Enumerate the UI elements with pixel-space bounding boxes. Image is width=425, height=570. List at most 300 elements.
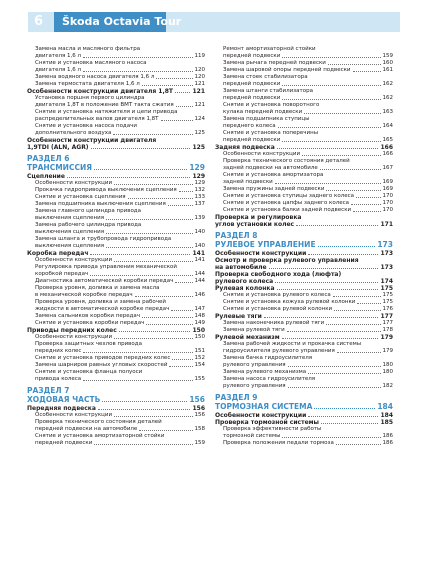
section-number: РАЗДЕЛ 8 (215, 231, 258, 240)
toc-entry (215, 186, 393, 193)
entry-page-number: 155 (194, 376, 205, 382)
toc-entry (27, 215, 205, 222)
section-page-number: 173 (377, 240, 393, 249)
toc-heading-entry (215, 419, 393, 426)
entry-text: Коробка передач (27, 250, 89, 257)
toc-entry (27, 229, 205, 236)
dot-leader (328, 64, 381, 65)
page-header (0, 0, 425, 44)
entry-text: Снятие и установка цапфы заднего колеса (223, 200, 350, 206)
section-number: РАЗДЕЛ 7 (27, 386, 70, 395)
entry-text: двигателя 1,6 л (35, 53, 82, 59)
entry-page-number: 164 (382, 123, 393, 129)
entry-text: выключения сцепления (35, 215, 105, 221)
entry-text: Диагностика автоматической коробки передач (35, 278, 174, 284)
entry-page-number: 125 (192, 144, 205, 151)
toc-entry (27, 313, 205, 320)
entry-page-number: 159 (194, 440, 205, 446)
section-number: РАЗДЕЛ 6 (27, 154, 70, 163)
toc-heading-entry (27, 327, 205, 334)
dot-leader (353, 71, 381, 72)
toc-entry-line: Проверка технического состояния деталей (35, 419, 162, 425)
entry-text: Замена рычага передней подвески (223, 60, 326, 66)
dot-leader (106, 247, 192, 248)
entry-page-number: 166 (382, 151, 393, 157)
toc-entry (27, 194, 205, 201)
entry-text: Передняя подвеска (27, 405, 96, 412)
toc-entry-line: Замена масла и масляного фильтра (35, 46, 141, 52)
section-title-text: РУЛЕВОЕ УПРАВЛЕНИЕ (215, 240, 316, 249)
dot-leader (94, 444, 192, 445)
entry-page-number: 160 (382, 60, 393, 66)
dot-leader (326, 190, 380, 191)
toc-heading-line: Проверка и регулировка (215, 214, 302, 221)
toc-entry-line: Ремонт амортизаторной стойки (223, 46, 316, 52)
entry-text: Прокачка гидропривода выключения сцепления (35, 187, 177, 193)
toc-heading-entry (27, 250, 205, 257)
toc-entry (27, 292, 205, 299)
toc-entry-line: Замена шланга и трубопровода гидропривода (35, 236, 172, 242)
toc-entry (215, 292, 393, 299)
toc-entry-line: Замена насоса гидроусилителя (223, 376, 316, 382)
dot-leader (278, 127, 381, 128)
entry-text: Снятие и установка коробки передач (35, 320, 145, 326)
toc-entry (215, 362, 393, 369)
dot-leader (114, 338, 192, 339)
entry-text: Особенности конструкции (223, 151, 301, 157)
section-title-text: ХОДОВАЯ ЧАСТЬ (27, 395, 101, 404)
toc-heading-entry (215, 264, 393, 271)
dot-leader (114, 184, 192, 185)
toc-entry (215, 165, 393, 172)
toc-entry (215, 179, 393, 186)
toc-entry (215, 369, 393, 376)
entry-page-number: 150 (194, 334, 205, 340)
dot-leader (90, 254, 190, 255)
section-title-text: ТРАНСМИССИЯ (27, 163, 92, 172)
entry-text: гидроусилителя рулевого управления (223, 348, 335, 354)
entry-page-number: 163 (382, 109, 393, 115)
entry-text: двигателя 1,6 л (35, 67, 82, 73)
dot-leader (176, 106, 193, 107)
entry-text: Приводы передних колес (27, 327, 117, 334)
toc-entry (215, 53, 393, 60)
section-page-number: 184 (377, 402, 393, 411)
dot-leader (304, 113, 380, 114)
entry-text: кулака передней подвески (223, 109, 303, 115)
dot-leader (318, 246, 376, 247)
toc-entry (27, 67, 205, 74)
toc-entry (215, 109, 393, 116)
toc-entry (27, 334, 205, 341)
toc-entry (27, 320, 205, 327)
dot-leader (357, 303, 380, 304)
entry-text: выключения сцепления (35, 229, 105, 235)
toc-entry-line: Снятие и установка фланца полуоси (35, 369, 143, 375)
entry-text: Снятие и установка приводов передних колес (35, 355, 171, 361)
entry-text: Задняя подвеска (215, 144, 275, 151)
dot-leader (171, 310, 192, 311)
toc-heading-entry (215, 278, 393, 285)
toc-entry (27, 362, 205, 369)
dot-leader (102, 401, 187, 402)
entry-text: Особенности конструкции (215, 412, 307, 419)
entry-text: задней подвески (223, 179, 273, 185)
toc-heading-entry (215, 144, 393, 151)
toc-entry (215, 193, 393, 200)
entry-page-number: 175 (382, 299, 393, 305)
entry-text: Замена термостата двигателя 1,6 л (35, 81, 140, 87)
toc-entry (27, 102, 205, 109)
dot-leader (179, 191, 193, 192)
entry-page-number: 165 (382, 137, 393, 143)
dot-leader (269, 268, 379, 269)
toc-heading-entry (27, 173, 205, 180)
entry-page-number: 175 (380, 285, 393, 292)
toc-heading-entry (215, 412, 393, 419)
entry-page-number: 144 (194, 278, 205, 284)
dot-leader (282, 85, 380, 86)
toc-entry-line: Замена штанги стабилизатора (223, 88, 313, 94)
entry-page-number: 167 (382, 165, 393, 171)
entry-page-number: 140 (194, 243, 205, 249)
entry-page-number: 178 (382, 327, 393, 333)
dot-leader (161, 120, 193, 121)
entry-page-number: 121 (194, 81, 205, 87)
entry-page-number: 139 (194, 215, 205, 221)
entry-text: коробкой передач (35, 271, 89, 277)
entry-text: передних колес (35, 348, 82, 354)
dot-leader (287, 331, 381, 332)
toc-entry (215, 327, 393, 334)
dot-leader (264, 317, 379, 318)
dot-leader (90, 275, 192, 276)
toc-entry-line: Снятие и установка поперечины (223, 130, 319, 136)
dot-leader (156, 78, 192, 79)
entry-text: Снятие и установка рулевого колеса (223, 292, 331, 298)
dot-leader (91, 148, 191, 149)
entry-text: Замена рулевого механизма (223, 369, 307, 375)
entry-text: Сцепление (27, 173, 65, 180)
section-number: РАЗДЕЛ 9 (215, 393, 258, 402)
entry-page-number: 124 (194, 116, 205, 122)
toc-heading-entry (215, 334, 393, 341)
toc-heading-entry (27, 405, 205, 412)
toc-entry (215, 207, 393, 214)
dot-leader (83, 57, 192, 58)
entry-page-number: 177 (382, 320, 393, 326)
dot-leader (337, 352, 381, 353)
entry-page-number: 158 (194, 426, 205, 432)
dot-leader (334, 310, 380, 311)
toc-entry (27, 74, 205, 81)
entry-page-number: 179 (382, 348, 393, 354)
entry-text: передней подвески (223, 137, 281, 143)
entry-page-number: 121 (194, 102, 205, 108)
entry-text: жидкости в автоматической коробке передач (35, 306, 170, 312)
entry-text: Замена пружины задней подвески (223, 186, 325, 192)
entry-text: тормозной системы (223, 433, 281, 439)
dot-leader (172, 359, 192, 360)
toc-entry (27, 348, 205, 355)
dot-leader (83, 71, 192, 72)
dot-leader (308, 416, 378, 417)
entry-page-number: 180 (382, 369, 393, 375)
dot-leader (169, 366, 192, 367)
toc-entry (215, 383, 393, 390)
dot-leader (113, 134, 192, 135)
entry-text: Снятие и установка сцепления (35, 194, 126, 200)
toc-heading-entry (27, 144, 205, 151)
section-title (27, 163, 205, 172)
dot-leader (308, 373, 380, 374)
section-page-number: 156 (189, 395, 205, 404)
entry-text: рулевого управления (223, 362, 286, 368)
dot-leader (288, 387, 381, 388)
entry-page-number: 120 (194, 67, 205, 73)
entry-text: передней подвески на автомобиле (35, 426, 138, 432)
dot-leader (83, 352, 192, 353)
section-title-text: ТОРМОЗНАЯ СИСТЕМА (215, 402, 313, 411)
entry-page-number: 186 (382, 440, 393, 446)
dot-leader (142, 85, 193, 86)
section-page-number: 129 (189, 163, 205, 172)
dot-leader (353, 211, 380, 212)
entry-page-number: 156 (194, 412, 205, 418)
entry-text: передней подвески (223, 81, 281, 87)
section-title (215, 402, 393, 411)
entry-text: Замена подшипника выключения сцепления (35, 201, 166, 207)
dot-leader (83, 380, 192, 381)
entry-text: Особенности конструкции (35, 257, 113, 263)
toc-heading-line: Особенности конструкции двигателя (27, 137, 157, 144)
entry-text: переднего колеса (223, 123, 276, 129)
entry-page-number: 133 (194, 194, 205, 200)
toc-entry (215, 123, 393, 130)
toc-entry (215, 151, 393, 158)
entry-page-number: 185 (380, 419, 393, 426)
entry-page-number: 176 (382, 306, 393, 312)
toc-left-column (27, 46, 205, 447)
toc-entry-line: Проверка технического состояния деталей (223, 158, 350, 164)
entry-text: в механической коробке передач (35, 292, 133, 298)
toc-heading-entry (215, 285, 393, 292)
entry-text: Замена рулевой тяги (223, 327, 285, 333)
entry-page-number: 170 (382, 200, 393, 206)
entry-page-number: 162 (382, 95, 393, 101)
dot-leader (277, 289, 379, 290)
dot-leader (275, 282, 378, 283)
toc-entry (27, 187, 205, 194)
entry-page-number: 141 (192, 250, 205, 257)
toc-entry-line: Замена подшипника ступицы (223, 116, 310, 122)
dot-leader (277, 148, 379, 149)
toc-entry (215, 440, 393, 447)
entry-page-number: 169 (382, 186, 393, 192)
entry-page-number: 129 (194, 180, 205, 186)
dot-leader (351, 204, 380, 205)
dot-leader (308, 254, 378, 255)
entry-text: Рулевой механизм (215, 334, 280, 341)
entry-page-number: 125 (194, 130, 205, 136)
entry-text: Особенности конструкции двигателя 1,8Т (27, 88, 174, 95)
entry-text: Особенности конструкции (215, 250, 307, 257)
toc-entry (215, 320, 393, 327)
toc-entry (27, 271, 205, 278)
entry-text: Замена водяного насоса двигателя 1,6 л (35, 74, 155, 80)
toc-entry (27, 130, 205, 137)
toc-entry (27, 201, 205, 208)
entry-page-number: 156 (192, 405, 205, 412)
entry-text: передней подвески (223, 95, 281, 101)
entry-page-number: 173 (380, 250, 393, 257)
toc-entry-line: Снятие и установка поворотного (223, 102, 320, 108)
entry-page-number: 186 (382, 433, 393, 439)
entry-page-number: 162 (382, 81, 393, 87)
entry-text: Снятие и установка кожуха рулевой колонки (223, 299, 356, 305)
entry-page-number: 132 (194, 187, 205, 193)
toc-entry (27, 53, 205, 60)
toc-entry-line: Замена главного цилиндра привода (35, 208, 141, 214)
entry-page-number: 159 (382, 53, 393, 59)
dot-leader (128, 198, 193, 199)
dot-leader (94, 169, 187, 170)
toc-entry (215, 95, 393, 102)
dot-leader (142, 317, 193, 318)
toc-entry (27, 355, 205, 362)
dot-leader (146, 324, 192, 325)
entry-page-number: 174 (380, 278, 393, 285)
toc-right-column (215, 46, 393, 447)
toc-heading-entry (27, 88, 205, 95)
entry-page-number: 169 (382, 179, 393, 185)
entry-text: Замена сальников коробки передач (35, 313, 140, 319)
dot-leader (67, 177, 191, 178)
toc-entry-line: Регулировка привода управления механической (35, 264, 177, 270)
entry-text: дополнительного воздуха (35, 130, 112, 136)
entry-page-number: 182 (382, 383, 393, 389)
toc-entry-line: Снятие и установка масляного насоса (35, 60, 147, 66)
entry-text: выключения сцепления (35, 243, 105, 249)
entry-text: двигателя 1,8Т в положение ВМТ такта сжатия (35, 102, 174, 108)
toc-entry-line: Замена стоек стабилизатора (223, 74, 308, 80)
toc-entry (27, 278, 205, 285)
entry-text: Снятие и установка ступицы заднего колеса (223, 193, 355, 199)
entry-page-number: 119 (194, 53, 205, 59)
dot-leader (175, 282, 192, 283)
toc-entry-line: Снятие и установка натяжителя и цепи привода (35, 109, 178, 115)
entry-page-number: 129 (192, 173, 205, 180)
toc-entry-line: Снятие и установка насоса подачи (35, 123, 137, 129)
dot-leader (282, 437, 380, 438)
dot-leader (282, 141, 380, 142)
dot-leader (175, 92, 190, 93)
entry-text: Рулевая колонка (215, 285, 275, 292)
toc-entry (215, 306, 393, 313)
entry-text: передней подвески (223, 53, 281, 59)
entry-page-number: 166 (380, 144, 393, 151)
dot-leader (114, 261, 192, 262)
toc-heading-entry (215, 250, 393, 257)
page-number: 6 (34, 14, 44, 29)
dot-leader (275, 183, 381, 184)
entry-text: рулевого управления (223, 383, 286, 389)
entry-text: на автомобиле (215, 264, 267, 271)
entry-text: задней подвески на автомобиле (223, 165, 318, 171)
toc-heading-line: Осмотр и проверка рулевого управления (215, 257, 359, 264)
entry-text: Снятие и установка балки задней подвески (223, 207, 352, 213)
entry-page-number: 149 (194, 320, 205, 326)
entry-text: Проверка тормозной системы (215, 419, 319, 426)
toc-entry (27, 243, 205, 250)
entry-page-number: 140 (194, 229, 205, 235)
entry-page-number: 170 (382, 193, 393, 199)
toc-heading-line: Проверка свободного хода (люфта) (215, 271, 342, 278)
dot-leader (135, 296, 193, 297)
entry-text: распределительных валов двигателя 1,8Т (35, 116, 159, 122)
toc-entry (27, 116, 205, 123)
toc-entry (27, 412, 205, 419)
entry-text: углов установки колес (215, 221, 295, 228)
toc-entry (215, 60, 393, 67)
entry-page-number: 175 (382, 292, 393, 298)
entry-text: передней подвески (35, 440, 93, 446)
dot-leader (336, 444, 381, 445)
entry-page-number: 120 (194, 74, 205, 80)
toc-entry (215, 433, 393, 440)
entry-text: Особенности конструкции (35, 334, 113, 340)
dot-leader (296, 225, 378, 226)
entry-page-number: 148 (194, 313, 205, 319)
dot-leader (314, 408, 375, 409)
toc-entry (27, 257, 205, 264)
dot-leader (333, 296, 381, 297)
dot-leader (139, 430, 192, 431)
entry-text: Снятие и установка рулевой колонки (223, 306, 333, 312)
toc-entry-line: Проверка защитных чехлов привода (35, 341, 142, 347)
toc-entry (27, 376, 205, 383)
entry-text: 1,9TDI (ALN, AGR) (27, 144, 89, 151)
toc-entry-line: Замена рабочего цилиндра привода (35, 222, 142, 228)
toc-entry-line: Замена бачка гидроусилителя (223, 355, 313, 361)
toc-entry-line: Установка поршня первого цилиндра (35, 95, 145, 101)
dot-leader (282, 57, 380, 58)
entry-text: Рулевые тяги (215, 313, 262, 320)
entry-page-number: 146 (194, 292, 205, 298)
entry-page-number: 144 (194, 271, 205, 277)
entry-page-number: 179 (380, 334, 393, 341)
toc-entry-line: Проверка эффективности работы (223, 426, 322, 432)
entry-text: привода колеса (35, 376, 82, 382)
toc-entry (215, 67, 393, 74)
toc-entry (27, 440, 205, 447)
dot-leader (302, 155, 380, 156)
toc-entry (215, 200, 393, 207)
section-title (215, 240, 393, 249)
dot-leader (326, 324, 380, 325)
dot-leader (321, 423, 378, 424)
entry-text: Особенности конструкции (35, 180, 113, 186)
toc-entry-line: Проверка уровня, доливка и замена масла (35, 285, 160, 291)
entry-text: Замена шарниров равных угловых скоростей (35, 362, 168, 368)
dot-leader (98, 409, 191, 410)
entry-page-number: 161 (382, 67, 393, 73)
toc-entry-line: Проверка уровня, доливка и замена рабочей (35, 299, 166, 305)
dot-leader (119, 331, 191, 332)
book-title: Škoda Octavia Tour (62, 15, 182, 28)
toc-heading-entry (215, 221, 393, 228)
toc-entry (215, 348, 393, 355)
